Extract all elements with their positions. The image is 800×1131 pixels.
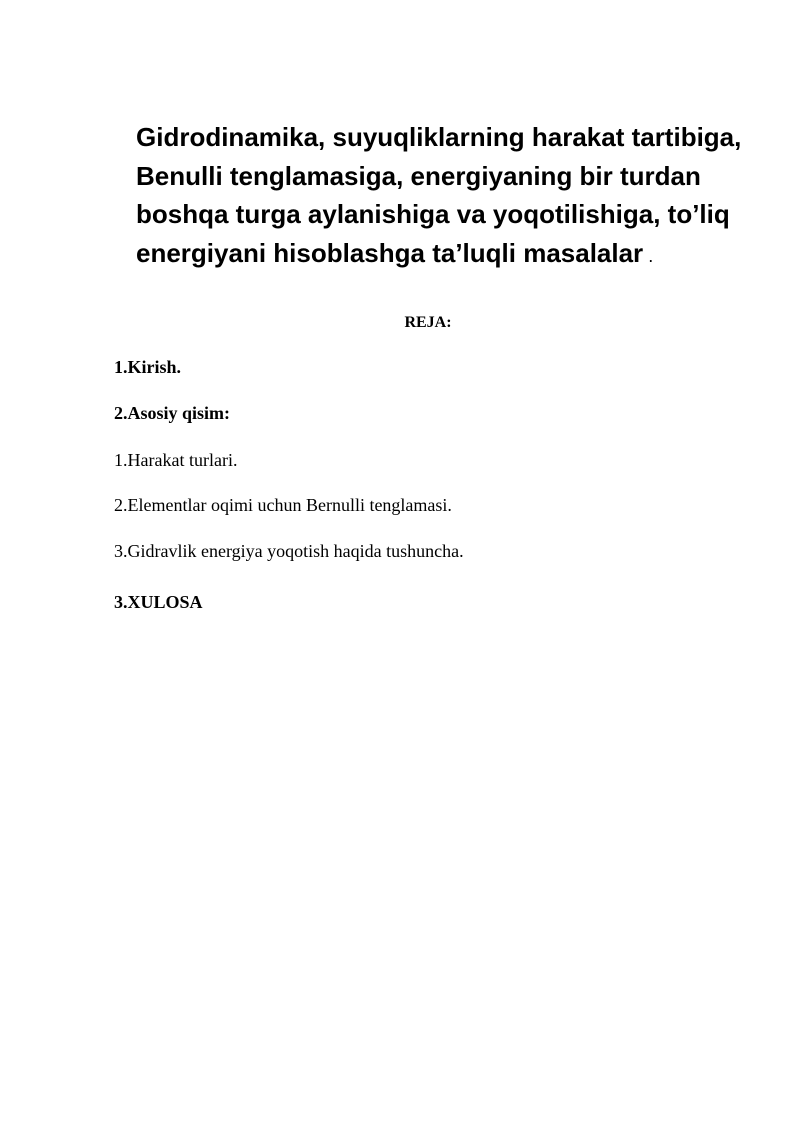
document-title-suffix: .	[643, 245, 654, 266]
outline-item-conclusion: 3.XULOSA	[114, 592, 203, 612]
outline-subitem-energy-loss: 3.Gidravlik energiya yoqotish haqida tushuncha.	[114, 541, 464, 561]
plan-heading: REJA:	[404, 314, 452, 331]
outline-subitem-bernoulli-equation: 2.Elementlar oqimi uchun Bernulli tenglamasi.	[114, 495, 452, 515]
outline-item-main-part: 2.Asosiy qisim:	[114, 403, 231, 423]
outline-subitem-motion-types: 1.Harakat turlari.	[114, 450, 238, 470]
document-title-text: Gidrodinamika, suyuqliklarning harakat tartibiga, Benulli tenglamasiga, energiyaning bir turdan boshqa turga aylanishiga va yoqotilishiga, to’liq energiyani hisoblashga ta’luqli masalalar	[136, 122, 742, 268]
document-title	[136, 118, 756, 275]
outline-item-intro: 1.Kirish.	[114, 357, 182, 377]
